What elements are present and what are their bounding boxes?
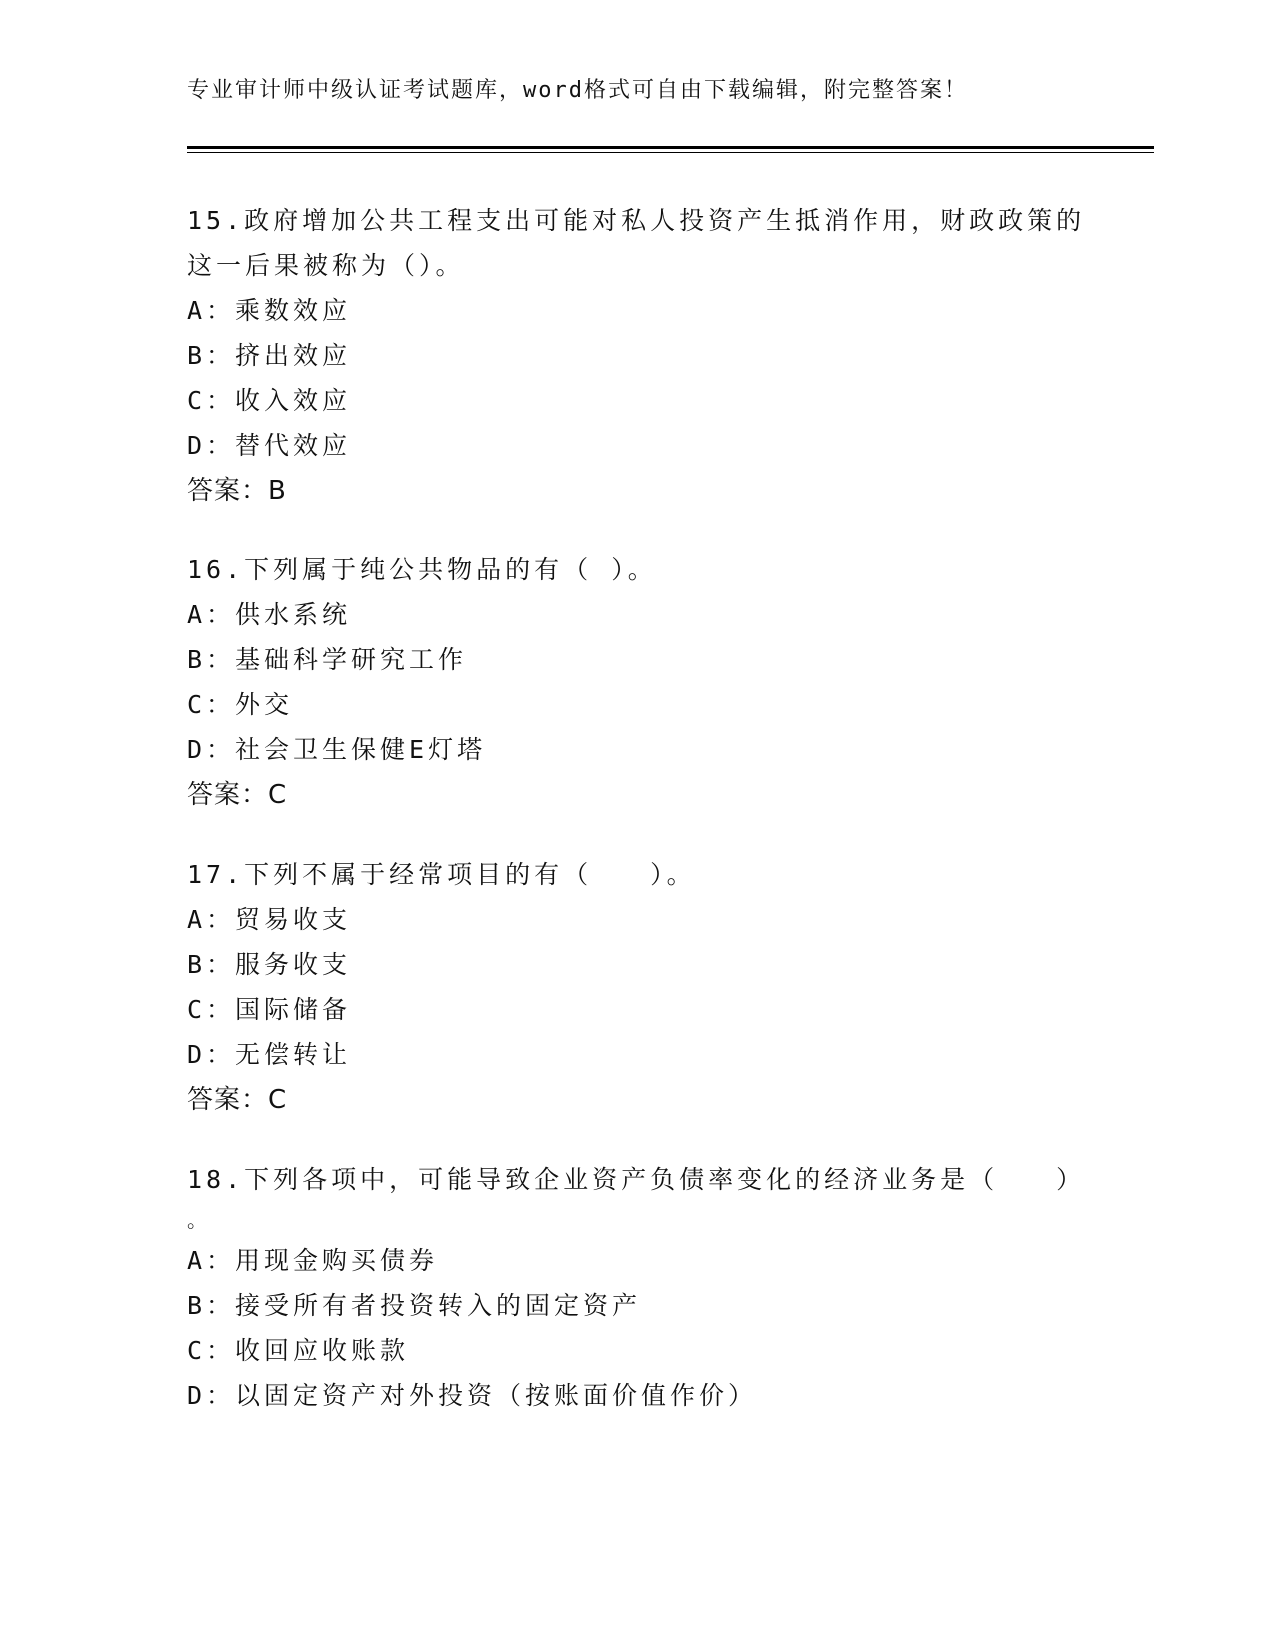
question-title-line: 。 (187, 1208, 211, 1232)
question-title (187, 1157, 1087, 1238)
option-a: A：用现金购买债券 (187, 1246, 439, 1275)
option-a: A：乘数效应 (187, 296, 352, 325)
question-15 (187, 198, 1087, 514)
question-title (187, 852, 1087, 897)
option-c: C：收回应收账款 (187, 1336, 410, 1365)
answer-label: 答案：C (187, 1085, 288, 1115)
option-a: A：供水系统 (187, 600, 352, 629)
header-divider-thin (187, 152, 1154, 153)
page-header: 专业审计师中级认证考试题库，word格式可自由下载编辑，附完整答案！ (187, 78, 968, 103)
option-d: D：替代效应 (187, 431, 352, 460)
question-17 (187, 852, 1087, 1123)
option-d: D：社会卫生保健E灯塔 (187, 735, 487, 764)
question-title-line: 这一后果被称为（）。 (187, 251, 465, 280)
header-divider-thick (187, 146, 1154, 149)
option-b: B：服务收支 (187, 950, 352, 979)
option-b: B：接受所有者投资转入的固定资产 (187, 1291, 642, 1320)
option-d: D：无偿转让 (187, 1040, 352, 1069)
question-title-line: 17.下列不属于经常项目的有（ ）。 (187, 860, 696, 889)
question-16 (187, 547, 1087, 818)
question-title (187, 198, 1087, 288)
question-title-line: 18.下列各项中，可能导致企业资产负债率变化的经济业务是（ ） (187, 1165, 1086, 1194)
option-c: C：国际储备 (187, 995, 352, 1024)
option-b: B：基础科学研究工作 (187, 645, 468, 674)
question-title-line: 15.政府增加公共工程支出可能对私人投资产生抵消作用，财政政策的 (187, 206, 1086, 235)
answer-label: 答案：C (187, 780, 288, 810)
option-c: C：外交 (187, 690, 294, 719)
question-title (187, 547, 1087, 592)
answer-label: 答案：B (187, 476, 287, 506)
question-title-line: 16.下列属于纯公共物品的有（ ）。 (187, 555, 657, 584)
option-a: A：贸易收支 (187, 905, 352, 934)
option-b: B：挤出效应 (187, 341, 352, 370)
option-c: C：收入效应 (187, 386, 352, 415)
option-d: D：以固定资产对外投资（按账面价值作价） (187, 1381, 758, 1410)
question-18 (187, 1157, 1087, 1418)
